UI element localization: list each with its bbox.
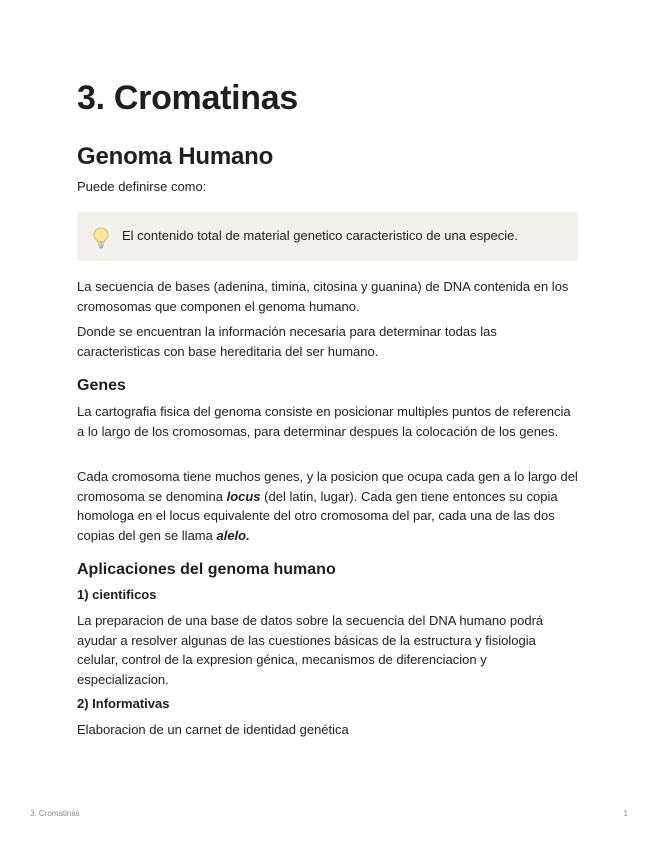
paragraph-informacion: Donde se encuentran la información necesaria para determinar todas las caracteristicas con base hereditaria del ser humano.	[77, 324, 497, 359]
callout-text: El contenido total de material genetico caracteristico de una especie.	[122, 228, 519, 243]
subheading-informativas: 2) Informativas	[77, 696, 170, 711]
paragraph-secuencia: La secuencia de bases (adenina, timina, citosina y guanina) de DNA contenida en los cromosomas que componen el genoma humano.	[77, 279, 569, 314]
paragraph-cromosoma	[77, 467, 578, 545]
paragraph-informativas: Elaboracion de un carnet de identidad genética	[77, 722, 349, 737]
heading-genes: Genes	[77, 377, 126, 394]
page-title: 3. Cromatinas	[77, 79, 298, 117]
section-heading-genoma-humano: Genoma Humano	[77, 143, 274, 170]
paragraph-cartografia: La cartografia fisica del genoma consiste en posicionar multiples puntos de referencia a lo largo de los cromosomas, para determinar despues la colocación de los genes.	[77, 404, 571, 439]
intro-text: Puede definirse como:	[77, 179, 207, 194]
callout-box	[77, 212, 578, 261]
footer-document-title: 3. Cromatinas	[30, 809, 80, 818]
term-alelo: alelo.	[216, 527, 250, 543]
subheading-cientificos: 1) cientificos	[77, 587, 157, 602]
lightbulb-icon	[91, 226, 111, 250]
paragraph-cientificos: La preparacion de una base de datos sobre la secuencia del DNA humano podrá ayudar a resolver algunas de las cuestiones básicas de la estructura y fisiologia celular, control de la expresion génica, mecanismos de diferenciacion y especializacion.	[77, 613, 544, 687]
term-locus: locus	[226, 488, 261, 504]
text-run: (del latin, lugar). Cada gen tiene entonces su copia homologa en el locus equivalente del otro cromosoma del par, cada una de las dos copias del gen se llama	[77, 488, 558, 543]
text-run: Cada cromosoma tiene muchos genes, y la posicion que ocupa cada gen a lo largo del cromosoma se denomina	[77, 469, 578, 504]
footer-page-number: 1	[623, 809, 628, 818]
heading-aplicaciones: Aplicaciones del genoma humano	[77, 561, 336, 578]
